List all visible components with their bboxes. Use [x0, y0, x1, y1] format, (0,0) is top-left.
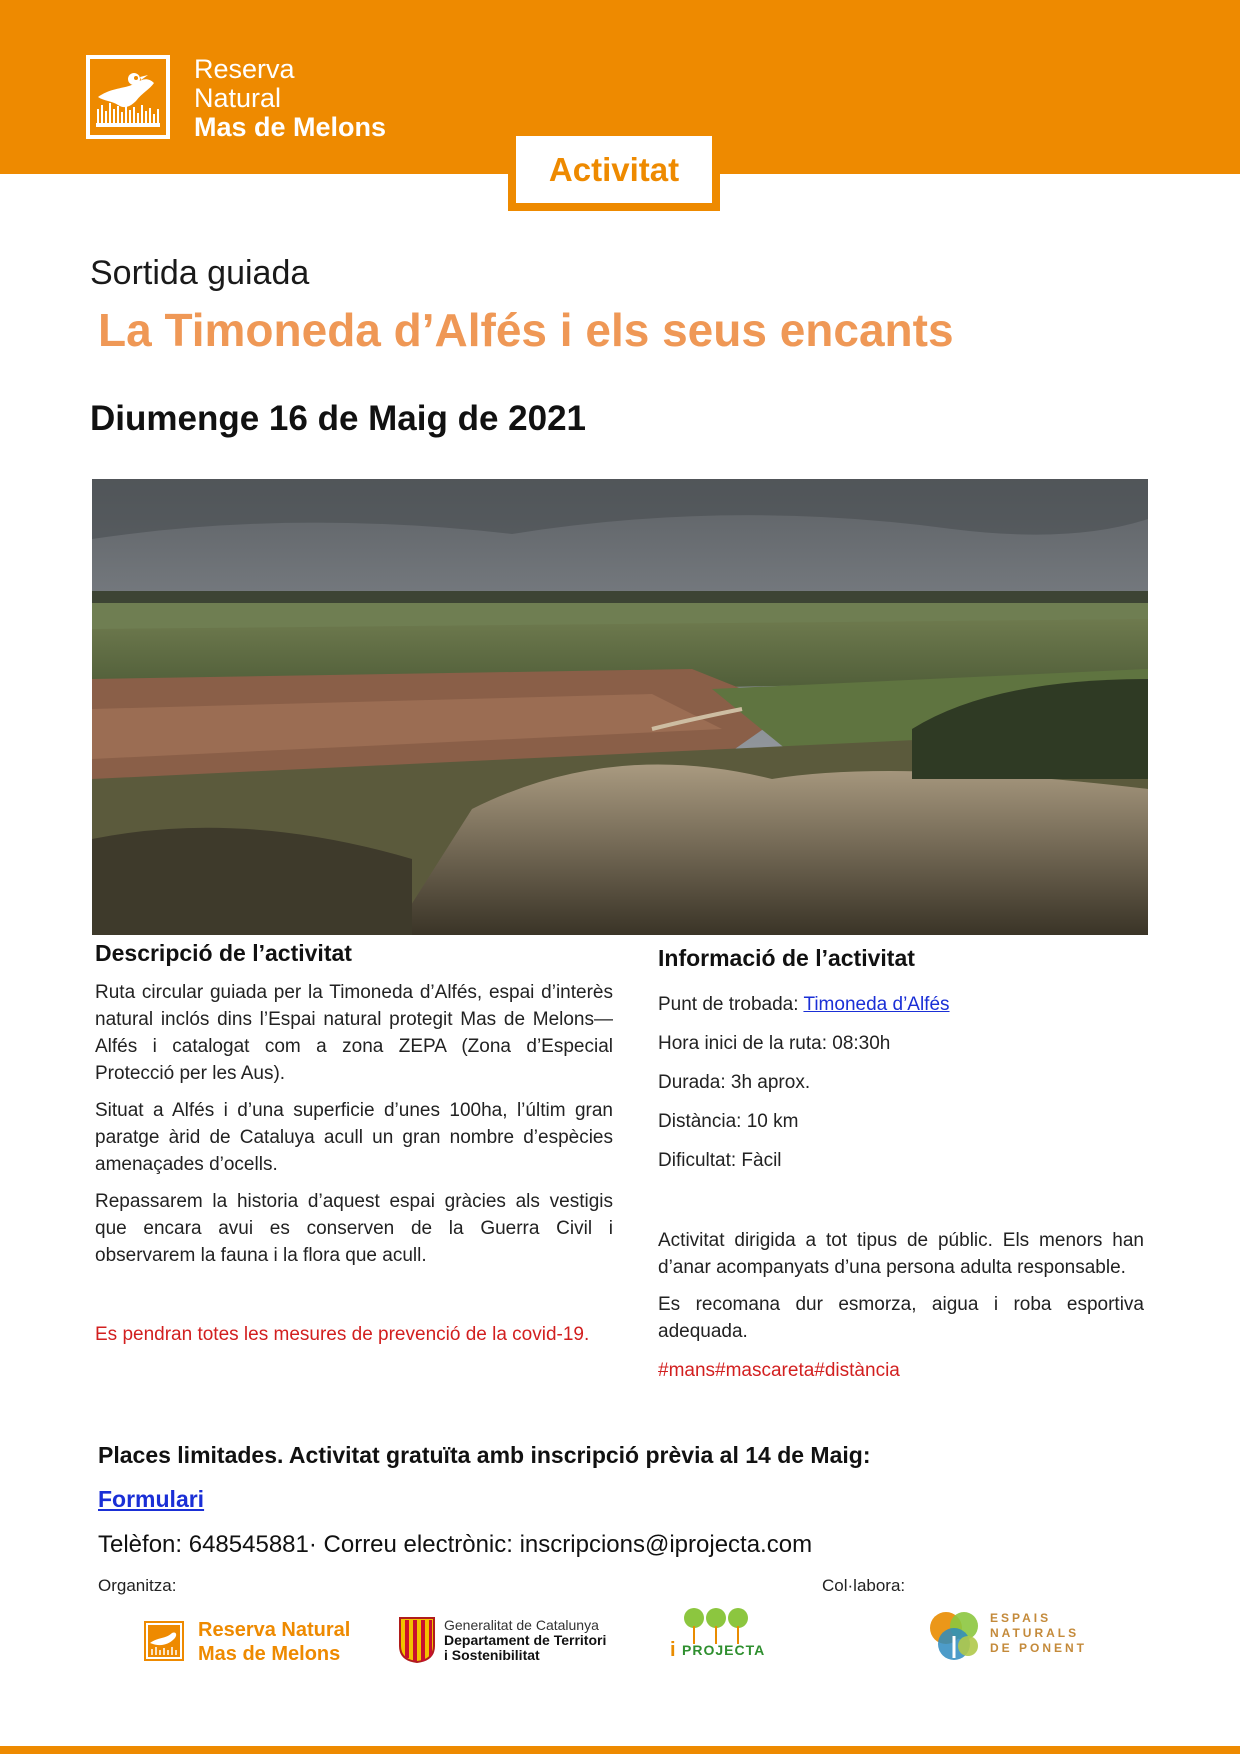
- audience-note: Activitat dirigida a tot tipus de públic. Els menors han d’anar acompanyats d’una persona adulta responsable.: [658, 1230, 1144, 1278]
- difficulty: Dificultat: Fàcil: [658, 1150, 782, 1171]
- reserva-small-line-1: Reserva Natural: [198, 1619, 351, 1641]
- iprojecta-logo-icon: [664, 1606, 766, 1670]
- places-limited: Places limitades. Activitat gratuïta amb inscripció prèvia al 14 de Maig:: [98, 1442, 871, 1468]
- reserva-small-line-2: Mas de Melons: [198, 1643, 341, 1665]
- duration: Durada: 3h aprox.: [658, 1072, 811, 1093]
- svg-text:i: i: [670, 1639, 676, 1661]
- description-heading: Descripció de l’activitat: [95, 940, 352, 966]
- iprojecta-logo-text: PROJECTA: [682, 1642, 766, 1658]
- logo-line-2: Natural: [194, 83, 282, 113]
- form-link[interactable]: Formulari: [98, 1486, 205, 1512]
- recommendation-note: Es recomana dur esmorza, aigua i roba esportiva adequada.: [658, 1294, 1144, 1342]
- activitat-tab-label: Activitat: [516, 136, 712, 203]
- activitat-tab: [508, 136, 720, 211]
- description-paragraph: Ruta circular guiada per la Timoneda d’Alfés, espai d’interès natural inclós dins l’Espai natural protegit Mas de Melons—Alfés i catalogat com a zona ZEPA (Zona d’Especial Protecció per les Aus).: [95, 982, 613, 1084]
- reserva-small-logo-icon: [144, 1621, 184, 1661]
- generalitat-logo-text: [444, 1618, 606, 1663]
- footer-line: [0, 1746, 1240, 1754]
- generalitat-line-2: Departament de Territori: [444, 1632, 607, 1648]
- espais-naturals-logo-icon: [924, 1606, 986, 1666]
- reserva-logo-icon: [86, 55, 170, 139]
- espais-line-2: NATURALS: [990, 1626, 1080, 1640]
- description-paragraph: Repassarem la historia d’aquest espai gràcies als vestigis que encara avui es conserven de la Guerra Civil i observarem la fauna i la flora que acull.: [95, 1191, 613, 1266]
- meeting-point: [658, 994, 1144, 1033]
- meeting-point-link[interactable]: Timoneda d’Alfés: [803, 994, 950, 1015]
- logo-line-3: Mas de Melons: [194, 112, 387, 142]
- description-column: [95, 940, 613, 1348]
- colabora-label: Col·labora:: [822, 1576, 906, 1595]
- covid-note: Es pendran totes les mesures de prevenció de la covid-19.: [95, 1324, 590, 1345]
- hashtags: #mans#mascareta#distància: [658, 1360, 900, 1381]
- contact-info: Telèfon: 648545881· Correu electrònic: inscripcions@iprojecta.com: [98, 1531, 813, 1558]
- espais-naturals-logo-text: [990, 1611, 1087, 1656]
- reserva-small-logo-text: [198, 1618, 350, 1666]
- generalitat-line-3: i Sostenibilitat: [444, 1647, 540, 1663]
- event-subtitle: Sortida guiada: [90, 254, 310, 292]
- organiza-label: Organitza:: [98, 1576, 177, 1595]
- event-title: La Timoneda d’Alfés i els seus encants: [98, 304, 954, 356]
- espais-line-3: DE PONENT: [990, 1641, 1088, 1655]
- info-column: [658, 945, 1144, 1384]
- landscape-photo: [92, 479, 1148, 935]
- start-time: Hora inici de la ruta: 08:30h: [658, 1033, 891, 1054]
- logo-line-1: Reserva: [194, 54, 295, 84]
- espais-line-1: ESPAIS: [990, 1611, 1052, 1625]
- info-heading: Informació de l’activitat: [658, 945, 915, 971]
- generalitat-line-1: Generalitat de Catalunya: [444, 1617, 599, 1633]
- distance: Distància: 10 km: [658, 1111, 799, 1132]
- reserva-logo-text: [194, 55, 386, 142]
- event-date: Diumenge 16 de Maig de 2021: [90, 399, 587, 438]
- registration-section: [98, 1442, 1158, 1558]
- description-paragraph: Situat a Alfés i d’una superficie d’unes 100ha, l’últim gran paratge àrid de Cataluya acull un gran nombre d’espècies amenaçades d’ocells.: [95, 1100, 613, 1175]
- meeting-label: Punt de trobada:: [658, 994, 804, 1015]
- generalitat-shield-icon: [398, 1616, 436, 1664]
